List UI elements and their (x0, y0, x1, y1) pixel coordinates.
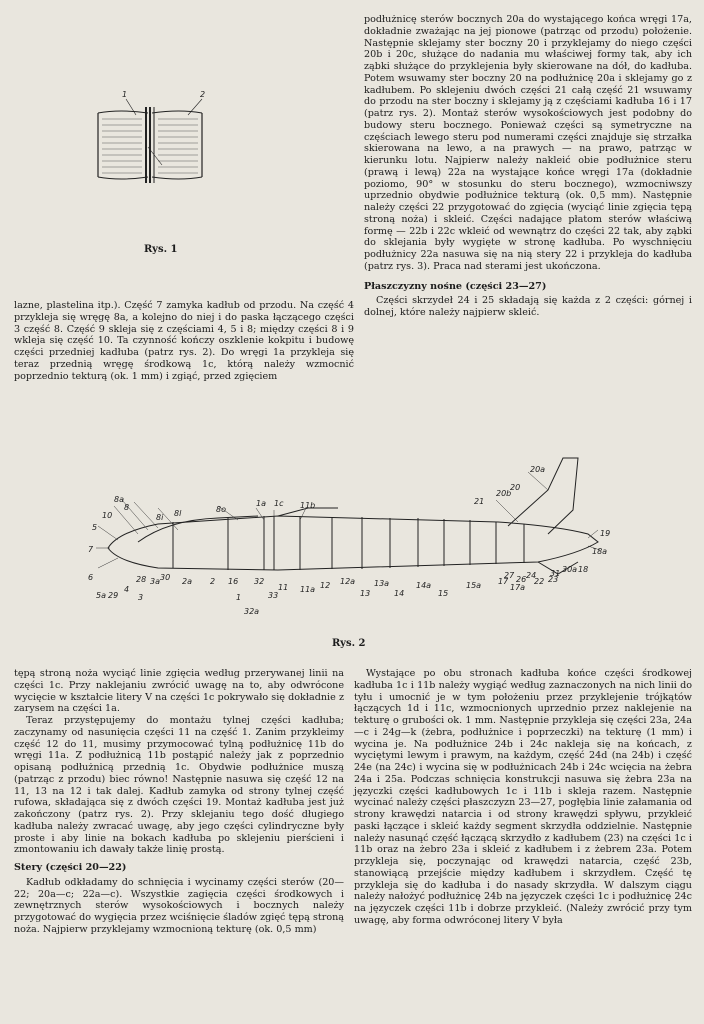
fig2-label: 8a (114, 495, 124, 504)
fig2-label: 33 (268, 591, 279, 600)
fig2-label: 6 (88, 573, 94, 582)
fig2-label: 18a (592, 547, 608, 556)
fig1-frame (98, 107, 202, 183)
figure-2-drawing (78, 450, 618, 630)
fig2-label: 4 (124, 585, 130, 594)
fig2-label: 15 (438, 589, 449, 598)
fig2-label: 14 (394, 589, 405, 598)
fig2-label: 13a (374, 579, 390, 588)
fig2-label: 2a (182, 577, 192, 586)
fig2-label: 28 (136, 575, 147, 584)
fig2-label: 5 (92, 523, 98, 532)
fig2-label: 24 (526, 571, 537, 580)
fig1-label-2: 2 (200, 90, 206, 99)
fig2-label: 8o (216, 505, 226, 514)
top-right-column (364, 14, 692, 319)
paragraph: Teraz przystępujemy do montażu tylnej części kadłuba; zaczynamy od nasunięcia części 11 na część 1. Zanim przykleimy część 12 do 11, musimy przymocować tylną podłużnicę 11b do wręgi 11a. Z podłużnicą 11b postąpić należy jak z poprzednio opisaną podłużnicą przednią 1c. Obydwie podłużnice muszą (patrząc z przodu) biec równo! Następnie nasuwa się część 12 na 11, 13 na 12 i tak dalej. Kadłub zamyka od strony tylnej część rufowa, składająca się z dwóch części 19. Montaż kadłuba jest już zakończony (patrz rys. 2). Przy sklejaniu tego dość długiego kadłuba należy zwracać uwagę, aby jego części cylindryczne były proste i aby linie na bokach kadłuba po sklejeniu pierścieni i zmontowaniu ich dawały także linię prostą. (14, 715, 344, 856)
fig2-label: 14a (416, 581, 432, 590)
fig2-labels (88, 465, 610, 616)
fig2-label: 31 (550, 569, 561, 578)
fig2-label: 30 (160, 573, 171, 582)
fig2-label: 17a (510, 583, 526, 592)
fig2-label: 1a (256, 499, 266, 508)
fig2-label: 18 (578, 565, 589, 574)
fig2-label: 20 (510, 483, 521, 492)
fig2-label: 16 (228, 577, 239, 586)
fig2-label: 2 (210, 577, 216, 586)
fig1-label-1: 1 (122, 90, 128, 99)
fig2-label: 12 (320, 581, 331, 590)
fig2-label: 13 (360, 589, 371, 598)
section-heading: Stery (części 20—22) (14, 862, 127, 873)
fig2-label: 3 (138, 593, 144, 602)
fig2-label: 11b (300, 501, 316, 510)
fig2-label: 12a (340, 577, 356, 586)
paragraph: Części skrzydeł 24 i 25 składają się każda z 2 części: górnej i dolnej, które należy najpierw skleić. (364, 295, 692, 318)
figure-1-drawing (90, 85, 210, 210)
paragraph: tępą stroną noża wyciąć linie zgięcia według przerywanej linii na części 1c. Przy naklejaniu zwrócić uwagę na to, aby odwrócone wycięcie w kształcie litery V na części 1c pokrywało się dokładnie z zarysem na części 1a. (14, 668, 344, 715)
paragraph: Kadłub odkładamy do schnięcia i wycinamy części sterów (20—22; 20a—c; 22a—c). Wszystkie zagięcia części środkowych i zewnętrznych sterów wysokościowych i bocznych należy przygotować do wygięcia przez wciśnięcie śladów zgięć tępą stroną noża. Najpierw przyklejamy wzmocnioną tekturę (ok. 0,5 mm) (14, 876, 344, 935)
fig2-label: 11a (300, 585, 316, 594)
fig2-label: 1c (274, 499, 284, 508)
figure-2-caption: Rys. 2 (332, 638, 366, 649)
fig2-label: 19 (600, 529, 611, 538)
paragraph: lazne, plastelina itp.). Część 7 zamyka kadłub od przodu. Na część 4 przykleja się wręgę 8a, a kolejno do niej i do paska łączącego części 3 część 8. Część 9 skleja się z częściami 4, 5 i 8; między części 8 i 9 wkleja się część 10. Ta czynność kończy oszklenie kokpitu i budowę części przedniej kadłuba (patrz rys. 2). Do wręgi 1a przykleja się teraz przednią wręgę środkową 1c, którą należy wzmocnić poprzednio tekturą (ok. 1 mm) i zgiąć, przed zgięciem (14, 300, 354, 382)
fig2-label: 23 (548, 575, 559, 584)
paragraph: podłużnicę sterów bocznych 20a do wystającego końca wręgi 17a, dokładnie zważając na jej pionowe (patrząc od przodu) położenie. Następnie sklejamy ster boczny 20 i przyklejamy do niego części 20b i 20c, służące do nadania mu właściwej formy tak, aby ich ząbki służące do przyklejenia były skierowane na dół, do kadłuba. Potem wsuwamy ster boczny 20 na podłużnicę 20a i sklejamy go z kadłubem. Po sklejeniu dwóch części 21 całą część 21 wsuwamy do przodu na ster boczny i sklejamy ją z częściami kadłuba 16 i 17 (patrz rys. 2). Montaż sterów wysokościowych jest podobny do budowy steru bocznego. Ponieważ części są symetryczne na częściach lewego steru pod numerami części znajduje się strzałka skierowana na lewo, a na prawych — na prawo, patrząc w kierunku lotu. Najpierw należy nakleić obie podłużnice steru (prawą i lewą) 22a na wystające końce wręgi 17a (dokładnie poziomo, 90° w stosunku do steru bocznego), wzmocniwszy uprzednio obydwie podłużnice tekturą (ok. 0,5 mm). Następnie należy części 22 przygotować do zgięcia (wyciąć linie zgięcia tępą stroną noża) i skleić. Części nadające płatom sterów właściwą formę — 22b i 22c wkleić od wewnątrz do części 22 tak, aby ząbki do sklejania były wygięte w stronę kadłuba. Po wyschnięciu podłużnicy 22a nasuwa się na nią stery 22 i przykleja do kadłuba (patrz rys. 3). Praca nad sterami jest ukończona. (364, 14, 692, 272)
fig2-label: 15a (466, 581, 482, 590)
fig2-label: 10 (102, 511, 113, 520)
fig2-label: 20a (530, 465, 546, 474)
fig2-label: 21 (474, 497, 485, 506)
section-heading: Płaszczyzny nośne (części 23—27) (364, 280, 547, 292)
fig2-label: 8i (156, 513, 164, 522)
bottom-right-column (354, 668, 692, 927)
fig2-label: 8l (174, 509, 182, 518)
bottom-left-column (14, 668, 344, 936)
paragraph: Wystające po obu stronach kadłuba końce części środkowej kadłuba 1c i 11b należy wygiąć według zaznaczonych na nich linii do tyłu i umocnić je w tym położeniu przez przyklejenie trójkątów łączących 1d i 11c, wzmocnionych uprzednio przez naklejenie na tekturę o grubości ok. 1 mm. Następnie przykleja się części 23a, 24a—c i 24g—k (żebra, podłużnice i poprzeczki) na tekturę (1 mm) i wycina je. Na podłużnice 24b i 24c nakleja się na końcach, z wyciętymi lewym i prawym, na każdym, część 24d (na 24b) i część 24e (na 24c) i wycina się w podłużnicach 24b i 24c wcięcia na żebra 24a i 25a. Podczas schnięcia konstrukcji nasuwa się żebra 23a na języczki części kadłubowych 1c i 11b i skleja razem. Następnie wycinać należy części płaszczyzn 23—27, pogłębia linie załamania od strony krawędzi natarcia i od strony krawędzi spływu, przykleić paski łączące i skleić każdy segment skrzydła oddzielnie. Następnie należy nasunąć część łączącą skrzydło z kadłubem (23) na części 1c i 11b oraz na żebro 23a i skleić z kadłubem i z żebrem 23a. Potem przykleja się, poczynając od krawędzi natarcia, część 23b, stanowiącą przejście między kadłubem i skrzydłem. Część tę przykleja się do kadłuba i do nasady skrzydła. W dalszym ciągu należy nałożyć podłużnicę 24b na języczek części 1c i podłużnicę 24c na języczek części 11b i dobrze przykleić. (Należy zwrócić przy tym uwagę, aby forma odwróconej litery V była (354, 668, 692, 926)
fig2-label: 30a (562, 565, 578, 574)
fig2-fuselage (108, 458, 598, 574)
fig2-label: 20b (496, 489, 512, 498)
fig2-label: 11 (278, 583, 289, 592)
fig2-label: 26 (516, 575, 527, 584)
fig2-label: 3a (150, 577, 160, 586)
figure-1-caption: Rys. 1 (144, 244, 178, 255)
fig2-label: 27 (504, 571, 515, 580)
fig2-label: 8 (124, 503, 130, 512)
left-upper-column (14, 300, 354, 382)
fig2-label: 5a (96, 591, 106, 600)
fig2-label: 17 (498, 577, 509, 586)
fig2-label: 1 (236, 593, 242, 602)
fig2-label: 22 (534, 577, 545, 586)
fig2-label: 32a (244, 607, 260, 616)
fig2-label: 32 (254, 577, 265, 586)
fig2-label: 7 (88, 545, 94, 554)
fig2-label: 29 (108, 591, 119, 600)
